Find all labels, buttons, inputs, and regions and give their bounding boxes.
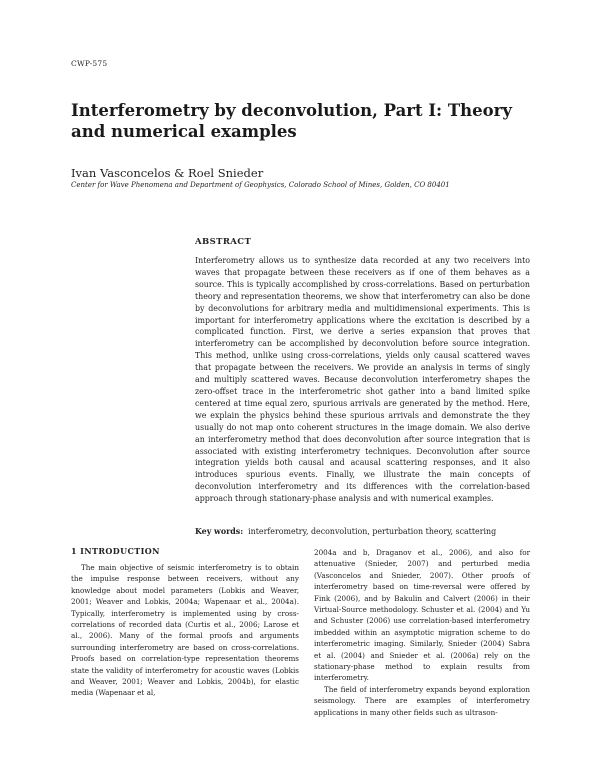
paper-title: Interferometry by deconvolution, Part I: Theory and numerical examples xyxy=(71,101,512,141)
keywords xyxy=(195,527,530,536)
abstract-heading: ABSTRACT xyxy=(195,237,252,247)
intro-right-column xyxy=(314,547,530,718)
abstract-section xyxy=(195,237,530,505)
section-heading-introduction: 1 INTRODUCTION xyxy=(71,546,160,556)
intro-paragraph-2: The field of interferometry expands beyond exploration seismology. There are examples of interferometry applications in many other fields such as ultrason- xyxy=(314,684,530,717)
authors: Ivan Vasconcelos & Roel Snieder xyxy=(71,166,264,180)
intro-left-column xyxy=(71,562,299,699)
intro-paragraph-1: The main objective of seismic interferometry is to obtain the impulse response between receivers, without any knowledge about model parameters (Lobkis and Weaver, 2001; Weaver and Lobkis, 2004a; Wapenaar et al., 2004a). Typically, interferometry is implemented using by cross-correlations of recorded data (Curtis et al., 2006; Larose et al., 2006). Many of the formal proofs and arguments surrounding interferometry are based on cross-correlations. Proofs based on correlation-type representation theorems state the validity of interferometry for acoustic waves (Lobkis and Weaver, 2001; Weaver and Lobkis, 2004b), for elastic media (Wapenaar et al, xyxy=(71,563,299,698)
keywords-text: interferometry, deconvolution, perturbation theory, scattering xyxy=(248,527,497,536)
affiliation: Center for Wave Phenomena and Department of Geophysics, Colorado School of Mines, Golden, CO 80401 xyxy=(71,181,450,189)
keywords-label: Key words: xyxy=(195,527,244,536)
abstract-body: Interferometry allows us to synthesize data recorded at any two receivers into waves that propagate between these receivers as if one of them behaves as a source. This is typically accomplished by cross-correlations. Based on perturbation theory and representation theorems, we show that interferometry can also be done by deconvolutions for arbitrary media and multidimensional experiments. This is important for interferometry applications where the excitation is described by a complicated function. First, we derive a series expansion that proves that interferometry can be accomplished by deconvolution before source integration. This method, unlike using cross-correlations, yields only causal scattered waves that propagate between the receivers. We provide an analysis in terms of singly and multiply scattered waves. Because deconvolution interferometry shapes the zero-offset trace in the interferometric shot gather into a band limited spike centered at time equal zero, spurious arrivals are generated by the method. Here, we explain the physics behind these spurious arrivals and demonstrate the they usually do not map onto coherent structures in the image domain. We also derive an interferometry method that does deconvolution after source integration that is associated with existing interferometry techniques. Deconvolution after source integration yields both causal and acausal scattering responses, and it also introduces spurious events. Finally, we illustrate the main concepts of deconvolution interferometry and its differences with the correlation-based approach through stationary-phase analysis and with numerical examples. xyxy=(195,256,530,504)
report-id: CWP-575 xyxy=(71,59,108,68)
intro-paragraph-1-continued: 2004a and b, Draganov et al., 2006), and also for attenuative (Snieder, 2007) and perturbed media (Vasconcelos and Snieder, 2007). Other proofs of interferometry based on time-reversal were offered by Fink (2006), and by Bakulin and Calvert (2006) in their Virtual-Source methodology. Schuster et al. (2004) and Yu and Schuster (2006) use correlation-based interferometry imbedded within an asymptotic migration scheme to do interferometric imaging. Similarly, Snieder (2004) Sabra et al. (2004) and Snieder et al. (2006a) rely on the stationary-phase method to explain results from interferometry. xyxy=(314,548,530,683)
